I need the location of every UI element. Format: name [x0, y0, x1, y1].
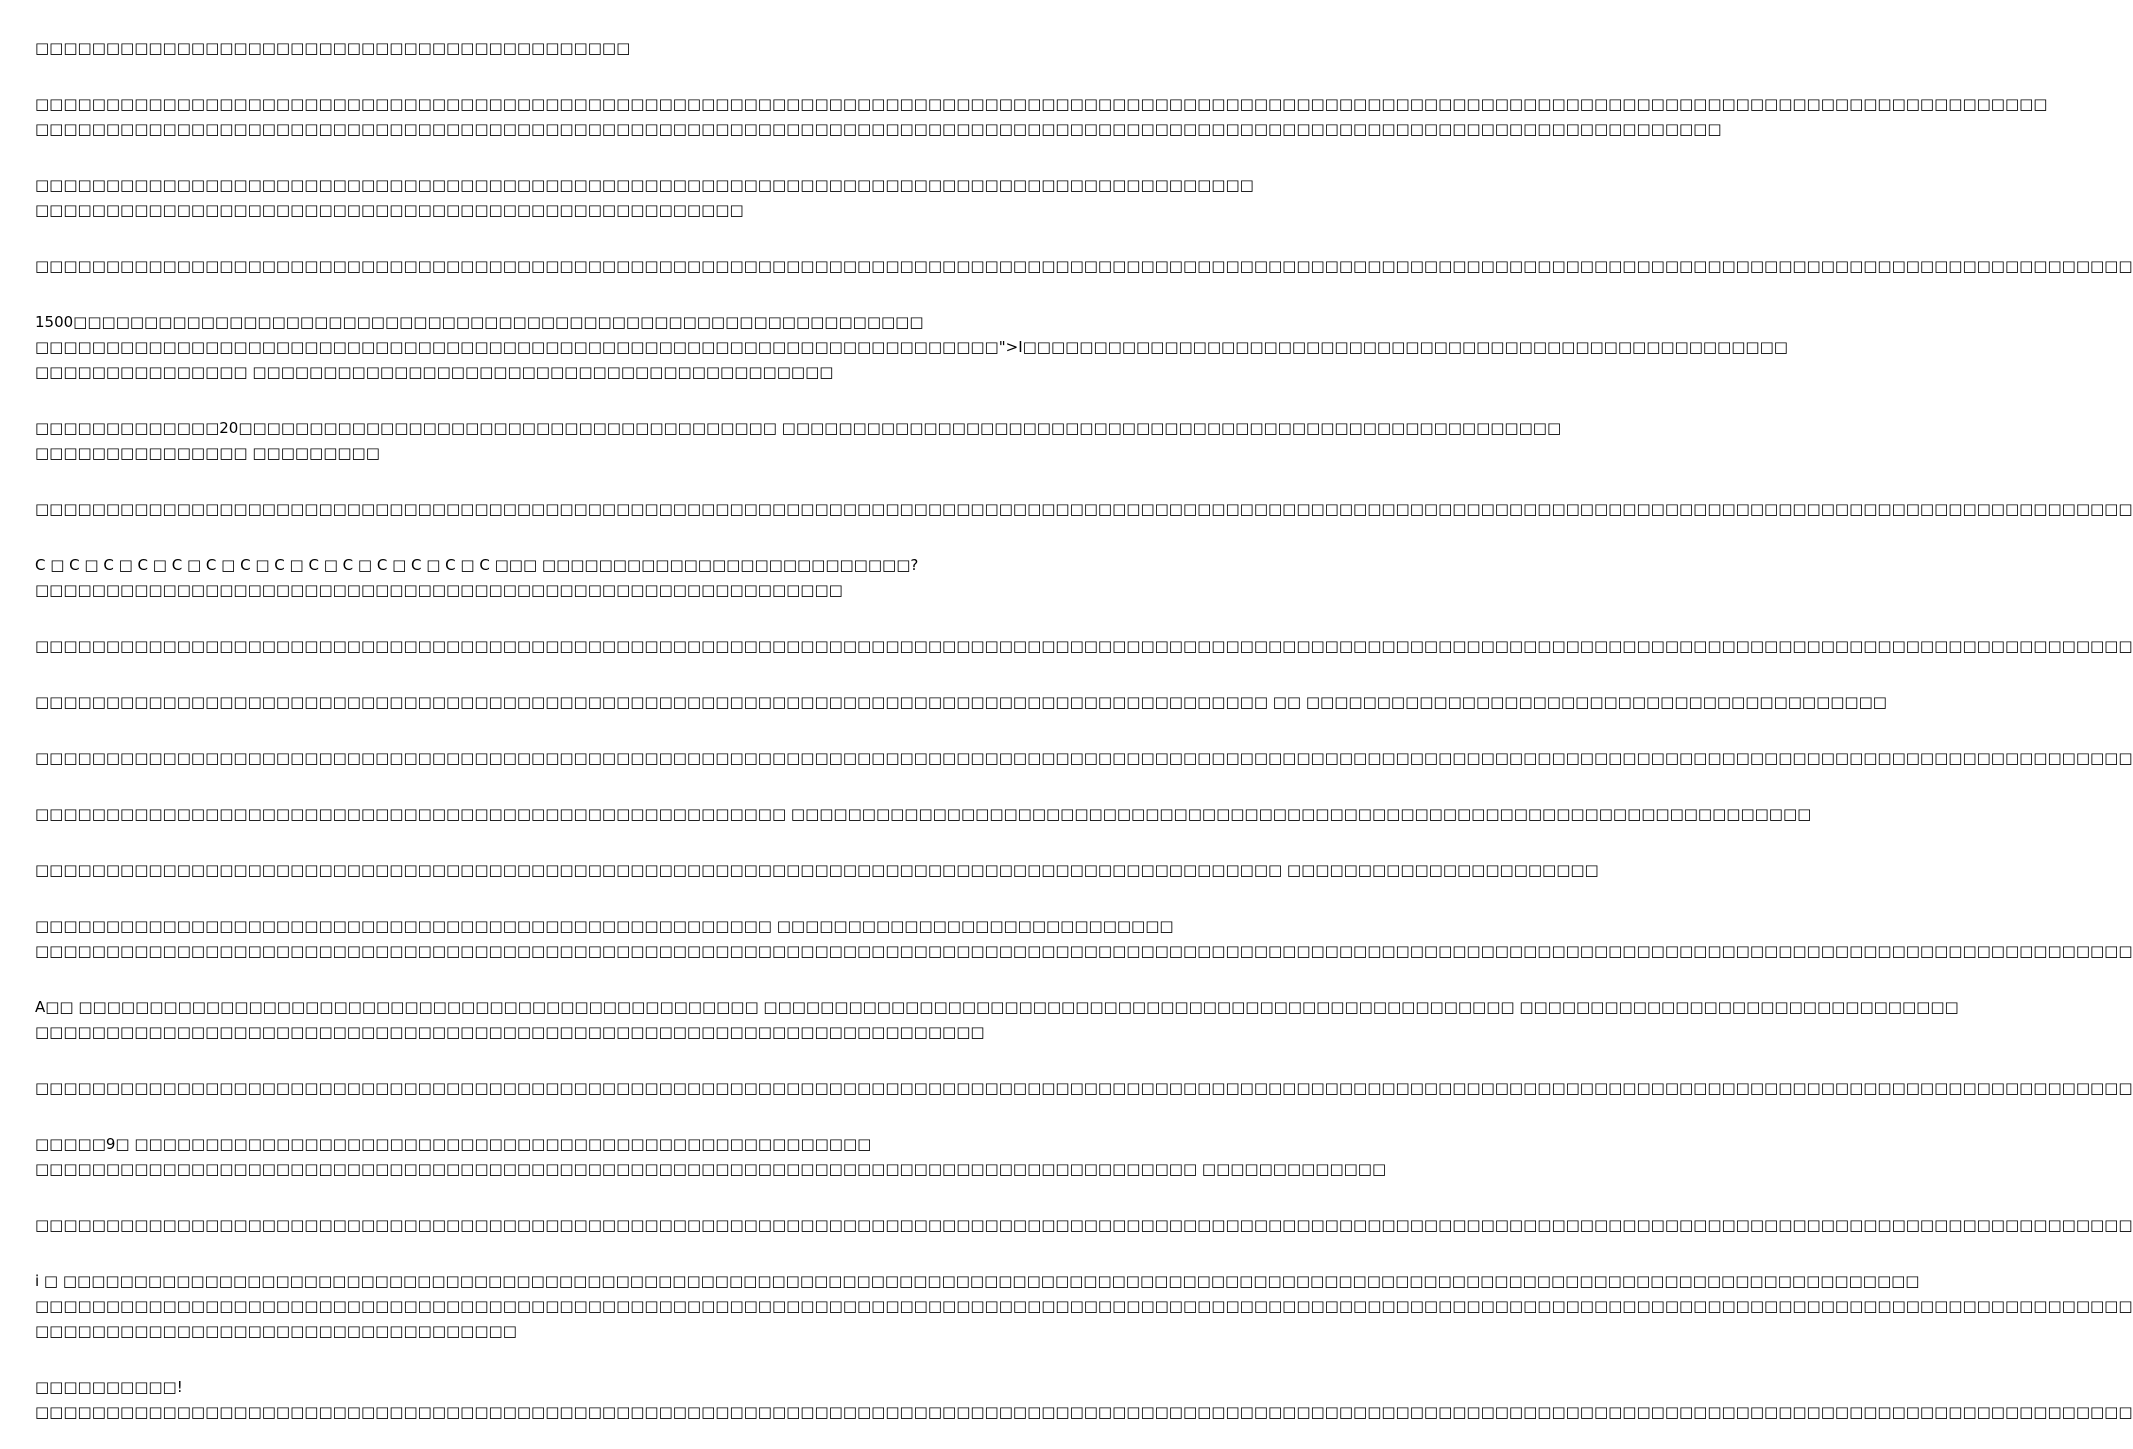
text-line: □□□□□□□□□□□□□□□ □□□□□□□□□: [35, 444, 380, 462]
text-line: □□□□□□□□□□□□□□□□□□□□□□□□□□□□□□□□□□□□□□□□□□□□□□□□□□□□□□□□□□□□□□□□□□□□□□□□□□□□□□□□□□□□□□□□□□□□□□□□□□□□□□□□□□□□□□□□□□□□□□□□□□□□□□□□□□□□□□□□□□□□□□□□□□□□: [35, 1403, 2133, 1421]
paragraph: [35, 914, 2133, 964]
text-line: □□□□□□□□□□□□□□□□□□□□□□□□□□□□□□□□□□□□□□□□□□□□□□□□□□□□□□□□□□□□□□□□□□□□□□□□□□□□□□□□□□□□□□□□□□□□□□□□□□□□□□□□□□□□□□□□□□□□□□□□□□□□□□□□□□□□□□□□□□□□□□□□□□□□: [35, 942, 2133, 960]
text-line: i □ □□□□□□□□□□□□□□□□□□□□□□□□□□□□□□□□□□□□□□□□□□□□□□□□□□□□□□□□□□□□□□□□□□□□□□□□□□□□□□□□□□□□□□□□□□□□□□□□□□□□□□□□□□□□□□□□□□□□□□□□□□□□□□□□□□□: [35, 1272, 1920, 1290]
paragraph: [35, 254, 2133, 279]
text-line: □□□□□□□□□□□□□□□ □□□□□□□□□□□□□□□□□□□□□□□□□□□□□□□□□□□□□□□□□: [35, 363, 834, 381]
text-line: □□□□□□□□□□□□□□□□□□□□□□□□□□□□□□□□□□□□□□□□□□□□□□□□□□□□□□□□□□□□□□□□□□□□□□□□□□□□□□□□□□□□□□□□□□□□□□□□□□□□□□□□□□□□□□□□□□□□□□□□□□□□□□□□□□□□□□□□□□□□□□□□□□□□: [35, 500, 2133, 518]
paragraph: [35, 858, 1599, 883]
paragraph: [35, 1132, 1387, 1182]
paragraph: [35, 690, 1887, 715]
text-line: A□□ □□□□□□□□□□□□□□□□□□□□□□□□□□□□□□□□□□□□□□□□□□□□□□□□ □□□□□□□□□□□□□□□□□□□□□□□□□□□□□□□□□□□□□□□□□□□□□□□□□□□□□ □□□□□□□□□□□□□□□□□□□□□□□□□□□□□□□: [35, 998, 1959, 1016]
paragraph: [35, 1375, 2133, 1425]
text-line: 1500□□□□□□□□□□□□□□□□□□□□□□□□□□□□□□□□□□□□□□□□□□□□□□□□□□□□□□□□□□□□: [35, 313, 924, 331]
text-line: □□□□□□□□□□□□□□□□□□□□□□□□□□□□□□□□□□□□□□□□□□□□□□□□□□□□□□□□□□□□□□□□□□□□□□□□□□□□□□□□□□ □□□□□□□□□□□□□: [35, 1160, 1387, 1178]
text-line: □□□□□□□□□□□□□□□□□□□□□□□□□□□□□□□□□□□□□□□□□□□□□□□□□□□□□□□□□□□□□□□□□□□□">I□□□□□□□□□□□□□□□□□□□□□□□□□□□□□□□□□□□□□□□□□□□□□□□□□□□□□□: [35, 338, 1788, 356]
paragraph: [35, 995, 1959, 1045]
text-line: □□□□□□□□□□□□□□□□□□□□□□□□□□□□□□□□□□: [35, 1322, 517, 1340]
text-line: □□□□□□□□□□□□□20□□□□□□□□□□□□□□□□□□□□□□□□□□□□□□□□□□□□□□ □□□□□□□□□□□□□□□□□□□□□□□□□□□□□□□□□□□□□□□□□□□□□□□□□□□□□□□: [35, 419, 1562, 437]
text-line: □□□□□□□□□□□□□□□□□□□□□□□□□□□□□□□□□□□□□□□□□□□□□□□□□□□□□□□□□□□□□□□□□□□□□□□□□□□□□□□□□□□□□□□□ □□□□□□□□□□□□□□□□□□□□□□: [35, 861, 1599, 879]
paragraph: [35, 1213, 2133, 1238]
text-line: □□□□□□□□□□□□□□□□□□□□□□□□□□□□□□□□□□□□□□□□□□□□□□□□□□□□□□□□□□□□□□□□□□□□□□□□□□□□□□□□□□□□□□□□□□□□□□□□□□□□□□□□□□□□□□□□□□□□□□□□□□□□□□□□□□□□□□□□□□□□□□□□□□□□: [35, 1079, 2133, 1097]
text-line: □□□□□□□□□□□□□□□□□□□□□□□□□□□□□□□□□□□□□□□□□□□□□□□□□□□□□□□□□□□□□□□□□□□□□□□□□□□□□□□□□□□□□□□□□□□□□□□□□□□□□□□□□□□□□□□□□□□□□□□: [35, 120, 1722, 138]
paragraph: [35, 310, 1788, 385]
text-line: □□□□□□□□□□□□□□□□□□□□□□□□□□□□□□□□□□□□□□□□□□□□□□□□□□□□□□□□□□□□□□□□□□□□□□□□□□□□□□□□□□□□□□□□□□□□□□□□□□□□□□□□□□□□□□□□□□□□□□□□□□□□□□□□□□□□□□□□□□□□□□□□□□□□: [35, 749, 2133, 767]
text-line: □□□□□□□□□□□□□□□□□□□□□□□□□□□□□□□□□□□□□□□□□□: [35, 39, 631, 57]
paragraph: [35, 1269, 2133, 1344]
paragraph: [35, 1076, 2133, 1101]
paragraph: [35, 553, 990, 603]
paragraph: [35, 36, 990, 61]
paragraph: [35, 634, 2133, 659]
text-line: □□□□□□□□□□□□□□□□□□□□□□□□□□□□□□□□□□□□□□□□□□□□□□□□□□□□□□□□□□□□□□□□□□□□□□□□□□□□□□□□□□□□□□□□□□□□□□□□□□□□□□□□□□□□□□□□□□□□□□□□□□□□□□□□□□□□□□□□□□□□□□□□□□□□: [35, 1297, 2133, 1315]
text-line: □□□□□□□□□□□□□□□□□□□□□□□□□□□□□□□□□□□□□□□□□□□□□□□□□□□□□□□□□□□□□□□□□□□□□□□□□□□□□□□□□□□□□□□□□□□□□□□□□□□□□□□□□□□□□□□□□□□□□□□□□□□□□□□□□□□□□□□□□□□□□□□□□□□□: [35, 257, 2133, 275]
paragraph: [35, 416, 1562, 466]
text-line: □□□□□□□□□□□□□□□□□□□□□□□□□□□□□□□□□□□□□□□□□□□□□□□□□□□□□□□□□□□□□□□□□□□: [35, 1023, 985, 1041]
text-line: □□□□□□□□□□□□□□□□□□□□□□□□□□□□□□□□□□□□□□□□□□□□□□□□□□: [35, 201, 744, 219]
paragraph: [35, 802, 1812, 827]
text-line: □□□□□□□□□□□□□□□□□□□□□□□□□□□□□□□□□□□□□□□□□□□□□□□□□□□□□□□□□□□□□□□□□□□□□□□□□□□□□□□□□□□□□□: [35, 176, 1254, 194]
text-line: □□□□□□□□□□□□□□□□□□□□□□□□□□□□□□□□□□□□□□□□□□□□□□□□□□□□□□□□□: [35, 581, 843, 599]
text-line: □□□□□□□□□□□□□□□□□□□□□□□□□□□□□□□□□□□□□□□□□□□□□□□□□□□□□□□□□□□□□□□□□□□□□□□□□□□□□□□□□□□□□□□ □□ □□□□□□□□□□□□□□□□□□□□□□□□□□□□□□□□□□□□□□□□□: [35, 693, 1887, 711]
text-line: □□□□□□□□□□!: [35, 1378, 183, 1396]
document-body: [35, 36, 2133, 1425]
paragraph: [35, 497, 2133, 522]
paragraph: [35, 746, 2133, 771]
text-line: □□□□□□□□□□□□□□□□□□□□□□□□□□□□□□□□□□□□□□□□□□□□□□□□□□□□□□□□□□□□□□□□□□□□□□□□□□□□□□□□□□□□□□□□□□□□□□□□□□□□□□□□□□□□□□□□□□□□□□□□□□□□□□□□□□□□□□□□□□□□□□□□□□□□: [35, 637, 2133, 655]
paragraph: [35, 92, 2048, 142]
text-line: C □ C □ C □ C □ C □ C □ C □ C □ C □ C □ C □ C □ C □ C □□□ □□□□□□□□□□□□□□□□□□□□□□□□□□?: [35, 556, 919, 574]
text-line: □□□□□9□ □□□□□□□□□□□□□□□□□□□□□□□□□□□□□□□□□□□□□□□□□□□□□□□□□□□□: [35, 1135, 872, 1153]
text-line: □□□□□□□□□□□□□□□□□□□□□□□□□□□□□□□□□□□□□□□□□□□□□□□□□□□□□ □□□□□□□□□□□□□□□□□□□□□□□□□□□□□□□□□□□□□□□□□□□□□□□□□□□□□□□□□□□□□□□□□□□□□□□□: [35, 805, 1812, 823]
text-line: □□□□□□□□□□□□□□□□□□□□□□□□□□□□□□□□□□□□□□□□□□□□□□□□□□□□□□□□□□□□□□□□□□□□□□□□□□□□□□□□□□□□□□□□□□□□□□□□□□□□□□□□□□□□□□□□□□□□□□□□□□□□□□□□□□□□□□□□□□□□□□: [35, 95, 2048, 113]
text-line: □□□□□□□□□□□□□□□□□□□□□□□□□□□□□□□□□□□□□□□□□□□□□□□□□□□□□□□□□□□□□□□□□□□□□□□□□□□□□□□□□□□□□□□□□□□□□□□□□□□□□□□□□□□□□□□□□□□□□□□□□□□□□□□□□□□□□□□□□□□□□□□□□□□□: [35, 1216, 2133, 1234]
text-line: □□□□□□□□□□□□□□□□□□□□□□□□□□□□□□□□□□□□□□□□□□□□□□□□□□□□ □□□□□□□□□□□□□□□□□□□□□□□□□□□□: [35, 917, 1174, 935]
paragraph: [35, 173, 1254, 223]
